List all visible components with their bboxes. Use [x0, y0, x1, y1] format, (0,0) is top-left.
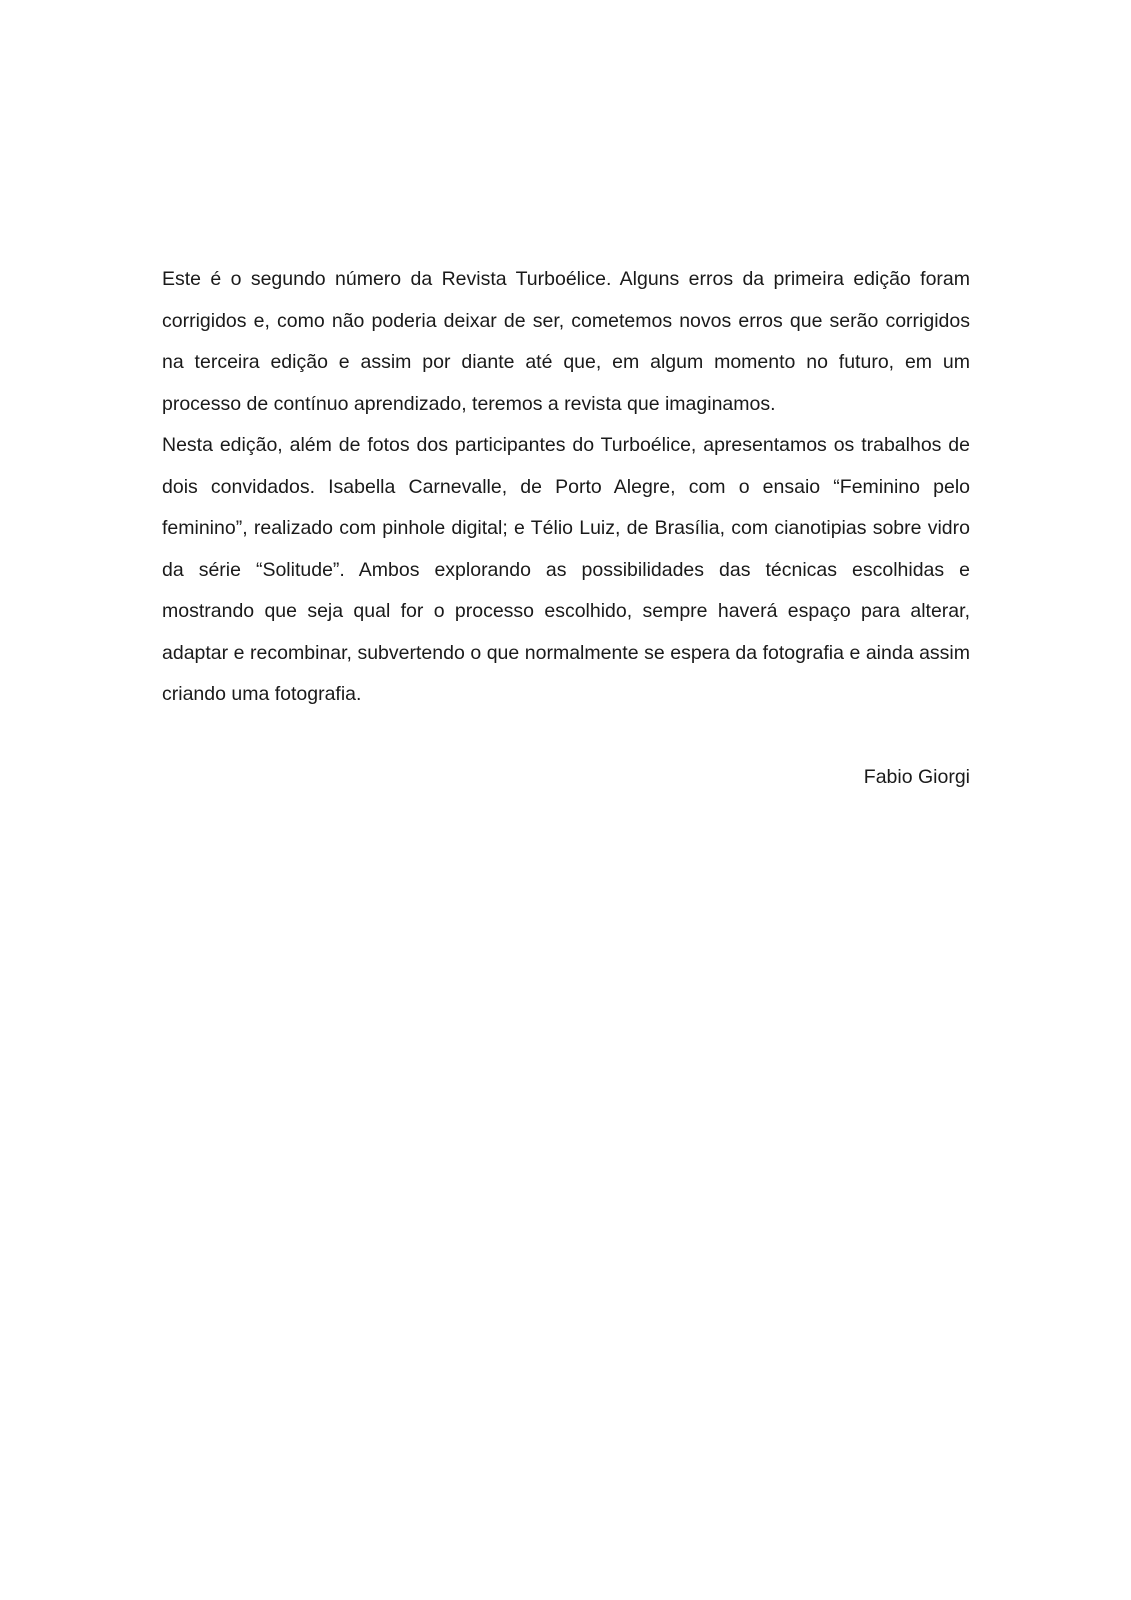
editorial-text	[162, 259, 970, 716]
paragraph-guests: Nesta edição, além de fotos dos participantes do Turboélice, apresentamos os trabalhos de dois convidados. Isabella Carnevalle, de Porto Alegre, com o ensaio “Feminino pelo feminino”, realizado com pinhole digital; e Télio Luiz, de Brasília, com cianotipias sobre vidro da série “Solitude”. Ambos explorando as possibilidades das técnicas escolhidas e mostrando que seja qual for o processo escolhido, sempre haverá espaço para alterar, adaptar e recombinar, subvertendo o que normalmente se espera da fotografia e ainda assim criando uma fotografia.	[162, 434, 970, 705]
author-signature: Fabio Giorgi	[863, 766, 970, 788]
paragraph-intro: Este é o segundo número da Revista Turboélice. Alguns erros da primeira edição foram corrigidos e, como não poderia deixar de ser, cometemos novos erros que serão corrigidos na terceira edição e assim por diante até que, em algum momento no futuro, em um processo de contínuo aprendizado, teremos a revista que imaginamos.	[162, 268, 970, 415]
